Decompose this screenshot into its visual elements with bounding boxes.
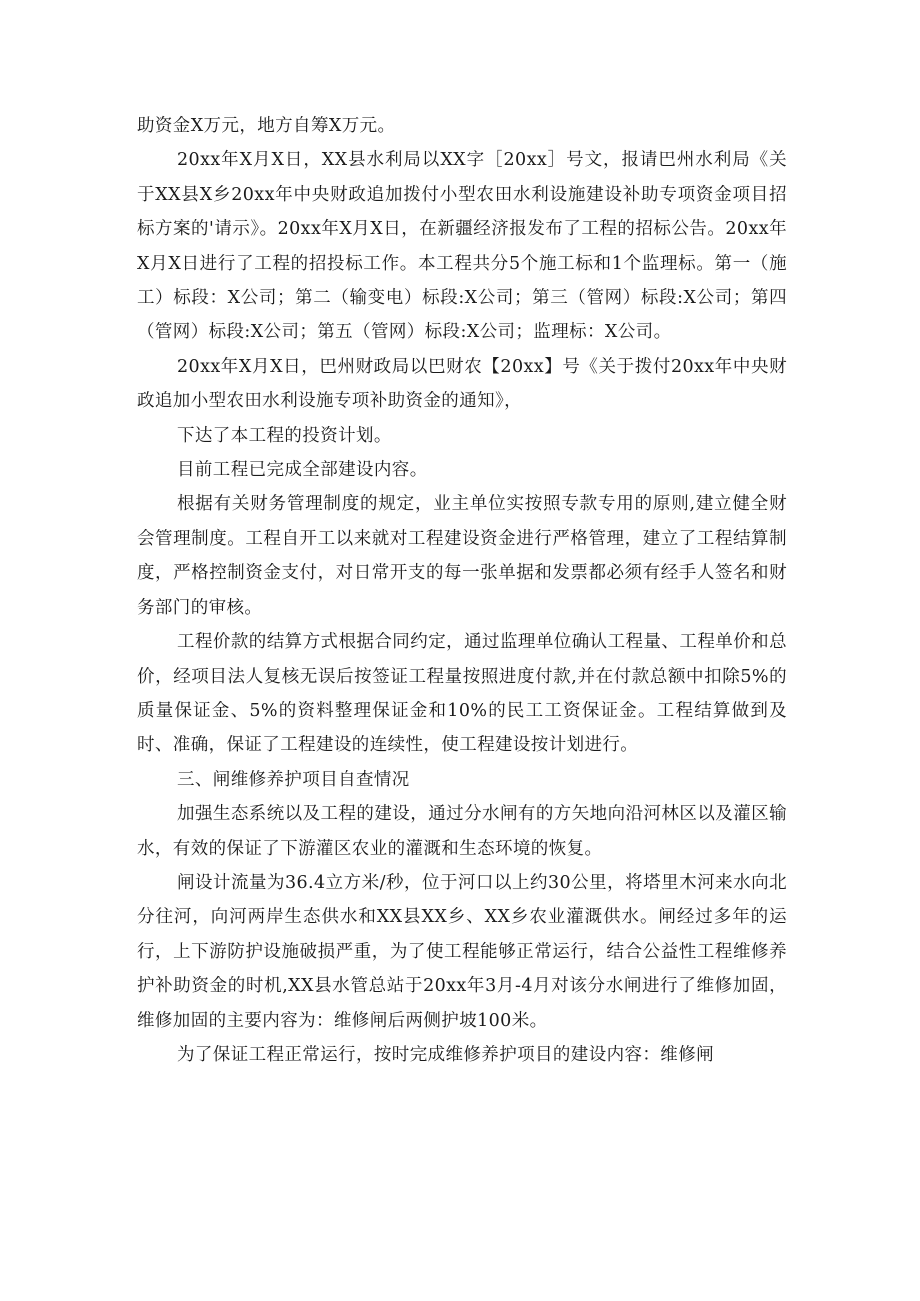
paragraph-financial-management: 根据有关财务管理制度的规定，业主单位实按照专款专用的原则,建立健全财会管理制度。工程自开工以来就对工程建设资金进行严格管理，建立了工程结算制度，严格控制资金支付，对日常开支的每一张单据和发票都必须有经手人签名和财务部门的审核。 <box>137 494 787 618</box>
paragraph-sluice-design: 闸设计流量为36.4立方米/秒，位于河口以上约30公里，将塔里木河来水向北分往河，向河两岸生态供水和XX县XX乡、XX乡农业灌溉供水。闸经过多年的运行，上下游防护设施破损严重，为了使工程能够正常运行，结合公益性工程维修养护补助资金的时机,XX县水管总站于20xx年3月-4月对该分水闸进行了维修加固，维修加固的主要内容为：维修闸后两侧护坡100米。 <box>137 872 787 1031</box>
document-body <box>137 109 787 1072</box>
paragraph-fund-notice: 20xx年X月X日，巴州财政局以巴财农【20xx】号《关于拨付20xx年中央财政追加小型农田水利设施专项补助资金的通知》， <box>137 356 787 412</box>
paragraph-investment-plan: 下达了本工程的投资计划。 <box>177 425 392 446</box>
section-heading: 三、闸维修养护项目自查情况 <box>177 769 410 790</box>
paragraph-maintenance: 为了保证工程正常运行，按时完成维修养护项目的建设内容：维修闸 <box>177 1044 714 1065</box>
paragraph-continuation: 助资金X万元，地方自筹X万元。 <box>137 116 396 136</box>
paragraph-ecology: 加强生态系统以及工程的建设，通过分水闸有的方矢地向沿河林区以及灌区输水，有效的保证了下游灌区农业的灌溉和生态环境的恢复。 <box>137 804 787 859</box>
paragraph-tender-process: 20xx年X月X日，XX县水利局以XX字［20xx］号文，报请巴州水利局《关于XX县X乡20xx年中央财政追加拨付小型农田水利设施建设补助专项资金项目招标方案的'请示》。20xx年X月X日，在新疆经济报发布了工程的招标公告。20xx年X月X日进行了工程的招投标工作。本工程共分5个施工标和1个监理标。第一（施工）标段：X公司；第二（输变电）标段:X公司；第三（管网）标段:X公司；第四（管网）标段:X公司；第五（管网）标段:X公司；监理标：X公司。 <box>137 150 787 343</box>
paragraph-completion: 目前工程已完成全部建设内容。 <box>177 460 428 481</box>
paragraph-settlement: 工程价款的结算方式根据合同约定，通过监理单位确认工程量、工程单价和总价，经项目法人复核无误后按签证工程量按照进度付款,并在付款总额中扣除5%的质量保证金、5%的资料整理保证金和10%的民工工资保证金。工程结算做到及时、准确，保证了工程建设的连续性，使工程建设按计划进行。 <box>137 632 787 756</box>
